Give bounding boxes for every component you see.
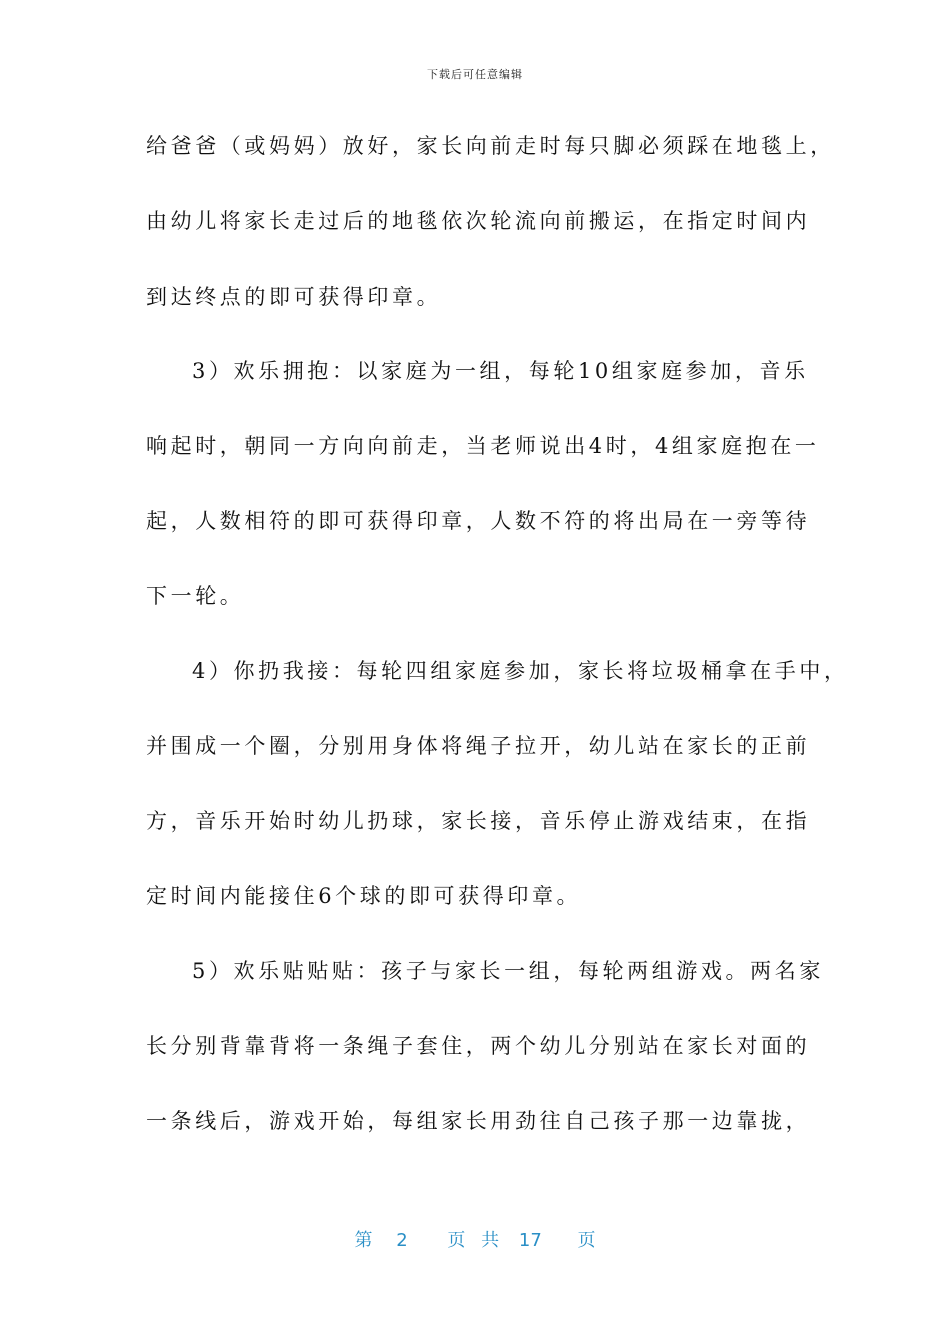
text-line: 4）你扔我接：每轮四组家庭参加，家长将垃圾桶拿在手中， [192, 659, 849, 683]
footer-total-label: 共 [481, 1230, 500, 1251]
text-line: 长分别背靠背将一条绳子套住，两个幼儿分别站在家长对面的 [146, 1034, 811, 1058]
page-footer [0, 1226, 950, 1252]
text-line: 定时间内能接住6个球的即可获得印章。 [146, 884, 582, 908]
text-line: 方，音乐开始时幼儿扔球，家长接，音乐停止游戏结束，在指 [146, 809, 811, 833]
text-line: 到达终点的即可获得印章。 [146, 285, 442, 309]
text-line: 响起时，朝同一方向向前走，当老师说出4时，4组家庭抱在一 [146, 434, 820, 458]
footer-prefix: 第 [354, 1230, 373, 1251]
text-line: 5）欢乐贴贴贴：孩子与家长一组，每轮两组游戏。两名家 [192, 959, 824, 983]
page-total: 17 [518, 1230, 542, 1251]
text-line: 起，人数相符的即可获得印章，人数不符的将出局在一旁等待 [146, 509, 811, 533]
page-number: 2 [396, 1230, 408, 1251]
footer-page-label: 页 [447, 1230, 466, 1251]
text-line: 由幼儿将家长走过后的地毯依次轮流向前搬运，在指定时间内 [146, 209, 811, 233]
header-note: 下载后可任意编辑 [427, 68, 523, 81]
text-line: 一条线后，游戏开始，每组家长用劲往自己孩子那一边靠拢， [146, 1109, 811, 1133]
footer-suffix: 页 [577, 1230, 596, 1251]
text-line: 给爸爸（或妈妈）放好，家长向前走时每只脚必须踩在地毯上， [146, 134, 835, 158]
text-line: 并围成一个圈，分别用身体将绳子拉开，幼儿站在家长的正前 [146, 734, 811, 758]
text-line: 3）欢乐拥抱：以家庭为一组，每轮10组家庭参加，音乐 [192, 359, 809, 383]
text-line: 下一轮。 [146, 584, 245, 608]
